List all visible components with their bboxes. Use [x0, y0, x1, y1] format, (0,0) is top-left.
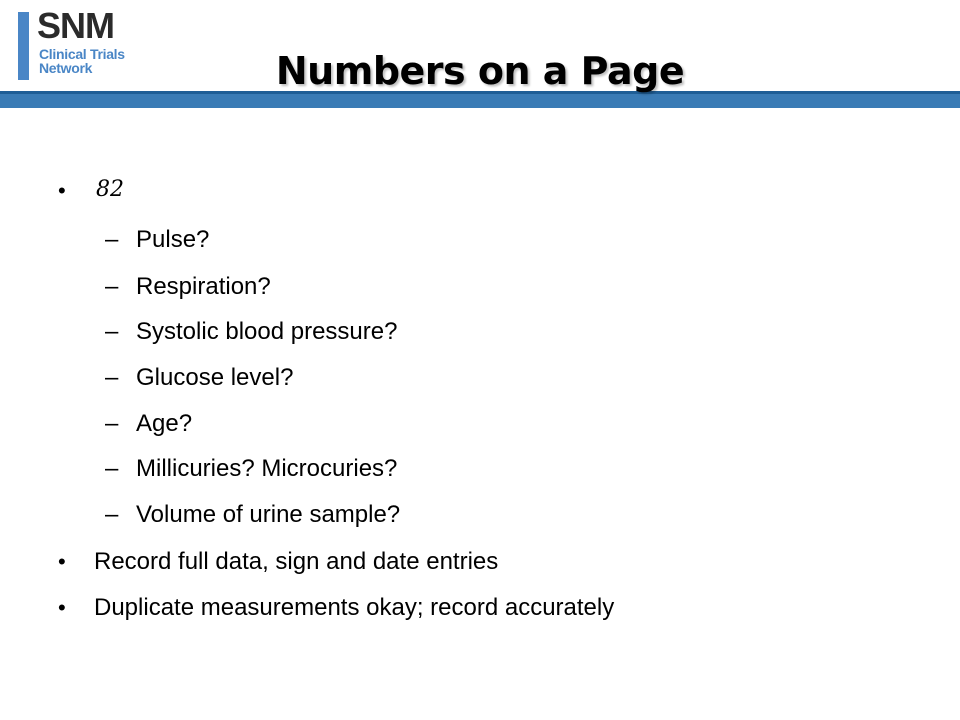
bullet-text: Record full data, sign and date entries — [94, 548, 499, 575]
dash-glyph: – — [105, 501, 119, 528]
bullet-text: Duplicate measurements okay; record accurately — [94, 594, 615, 621]
bullet-glyph: • — [58, 178, 66, 203]
logo-wordmark: SNM — [37, 5, 114, 46]
bullet-text: 82 — [96, 177, 124, 202]
dash-glyph: – — [105, 364, 119, 391]
logo-line-1: Clinical Trials — [39, 46, 125, 62]
dash-glyph: – — [105, 455, 119, 482]
sub-item-text: Volume of urine sample? — [136, 501, 401, 528]
dash-glyph: – — [105, 226, 119, 253]
sub-item-text: Pulse? — [136, 226, 210, 253]
dash-glyph: – — [105, 273, 119, 300]
bullet-glyph: • — [58, 549, 66, 574]
sub-item-text: Millicuries? Microcuries? — [136, 455, 398, 482]
logo-line-2: Network — [39, 60, 93, 76]
dash-glyph: – — [105, 318, 119, 345]
sub-item-text: Glucose level? — [136, 364, 294, 391]
sub-item-text: Respiration? — [136, 273, 271, 300]
dash-glyph: – — [105, 410, 119, 437]
sub-item-text: Systolic blood pressure? — [136, 318, 398, 345]
bullet-glyph: • — [58, 595, 66, 620]
slide-title: Numbers on a Page — [275, 49, 685, 93]
sub-item-text: Age? — [136, 410, 193, 437]
